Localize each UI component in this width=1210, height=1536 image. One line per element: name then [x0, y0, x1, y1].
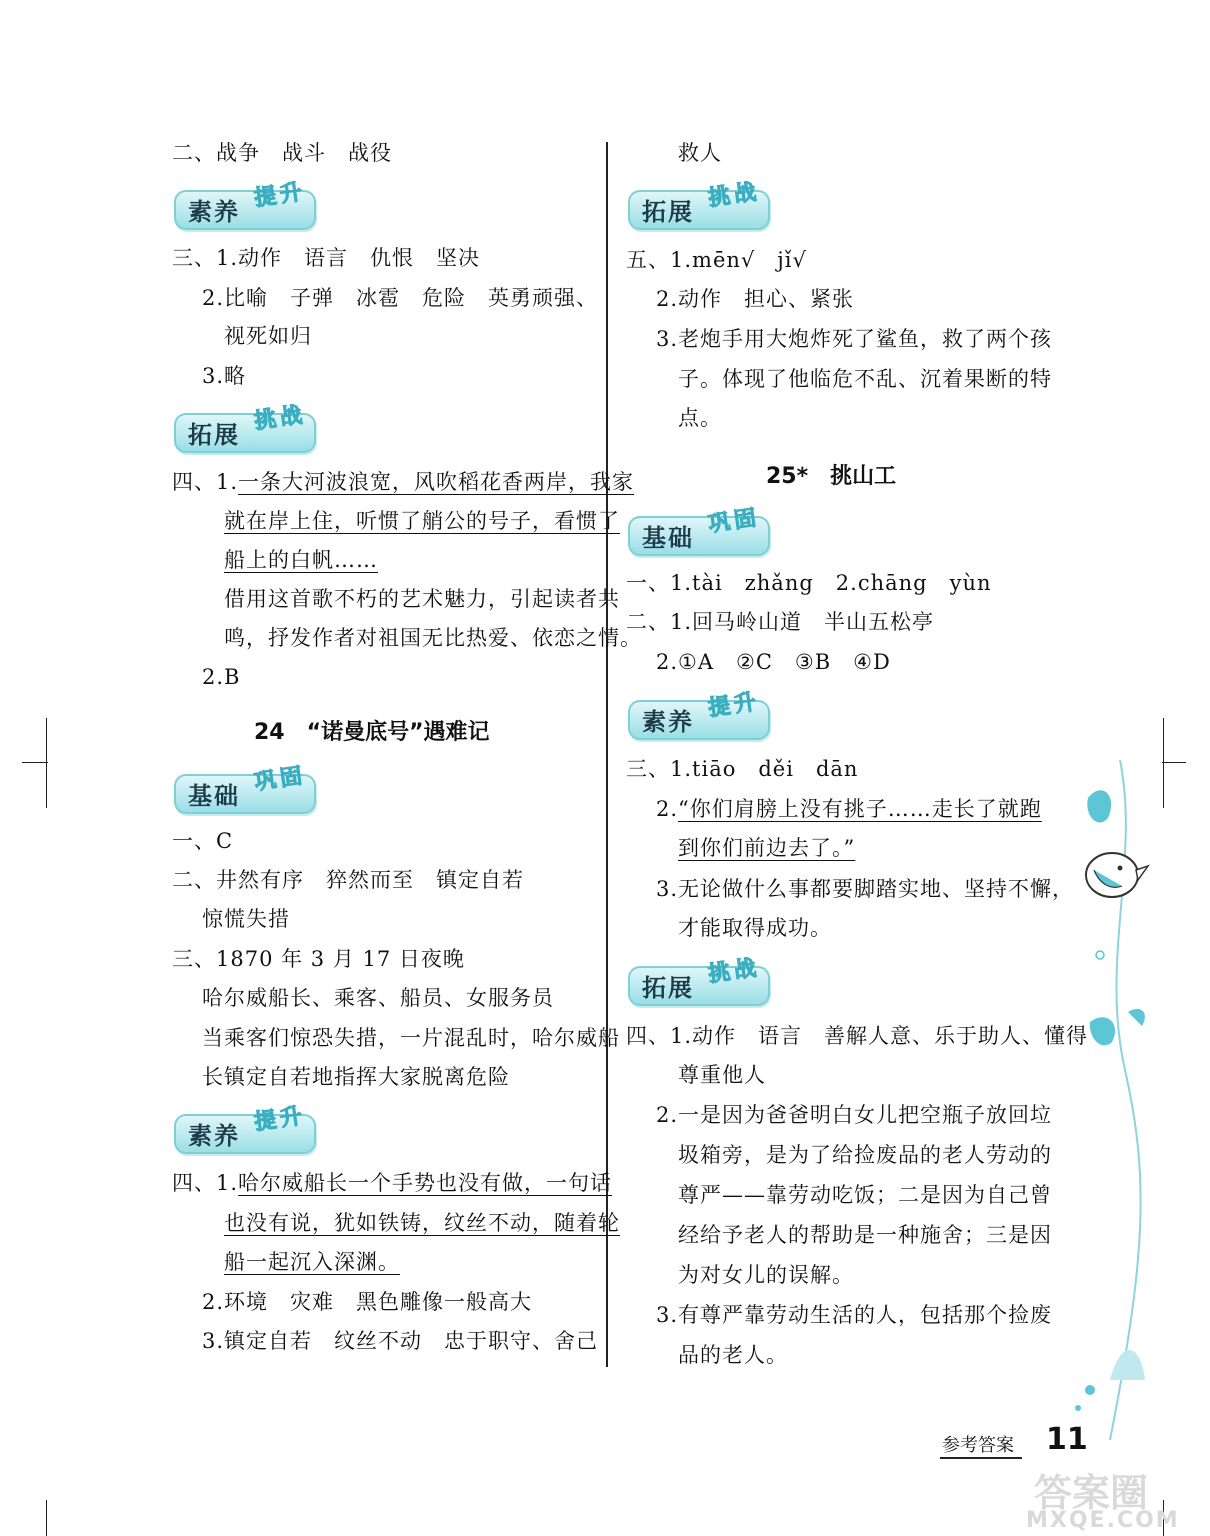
badge-label: 素养 — [642, 708, 694, 736]
section-badge-jichu — [628, 506, 768, 556]
answer-prefix: 四、1. — [172, 470, 239, 494]
answer-line: 2.环境 灾难 黑色雕像一般高大 — [202, 1290, 533, 1314]
badge-label: 拓展 — [642, 198, 694, 226]
leaf-icon — [1090, 1017, 1115, 1045]
crop-mark — [46, 1500, 47, 1536]
answer-line: 3.镇定自若 纹丝不动 忠于职守、舍己 — [202, 1329, 599, 1353]
answer-line: 子。体现了他临危不乱、沉着果断的特 — [678, 367, 1052, 391]
answer-line: 一、C — [172, 829, 234, 853]
answer-line: 3.无论做什么事都要脚踏实地、坚持不懈， — [656, 877, 1075, 901]
answer-line: 哈尔威船长、乘客、船员、女服务员 — [202, 986, 554, 1010]
watermark-logo: 答案圈 — [1034, 1471, 1149, 1515]
badge-accent: 提升 — [252, 1103, 308, 1136]
answer-line: 三、1870 年 3 月 17 日夜晚 — [172, 947, 465, 971]
footer-label: 参考答案 — [942, 1435, 1014, 1456]
answer-line: 二、1.回马岭山道 半山五松亭 — [626, 610, 935, 634]
answer-line: 3.略 — [202, 364, 247, 388]
answer-line: 经给予老人的帮助是一种施舍；三是因 — [678, 1223, 1052, 1247]
answer-line: 三、1.动作 语言 仇恨 坚决 — [172, 246, 481, 270]
leaf-icon — [1128, 1009, 1145, 1026]
answer-prefix: 2. — [656, 797, 679, 821]
answer-line: 2.B — [202, 665, 241, 689]
badge-accent: 提升 — [252, 179, 308, 212]
answer-line: 尊严——靠劳动吃饭；二是因为自己曾 — [678, 1183, 1052, 1207]
answer-line: 2.比喻 子弹 冰雹 危险 英勇顽强、 — [202, 286, 599, 310]
answer-line: 2.①A ②C ③B ④D — [656, 650, 891, 674]
badge-accent: 提升 — [706, 689, 762, 722]
quote-underlined: 一条大河波浪宽，风吹稻花香两岸，我家 — [238, 470, 635, 494]
bird-icon — [1086, 853, 1148, 897]
answer-line: 点。 — [678, 406, 722, 430]
section-badge-jichu — [174, 764, 314, 814]
section-badge-tuozhan — [628, 180, 768, 230]
badge-accent: 挑战 — [706, 955, 762, 988]
section-badge-tuozhan — [174, 403, 314, 453]
answer-line: 尊重他人 — [678, 1063, 766, 1087]
badge-label: 拓展 — [188, 421, 240, 449]
section-badge-suyang — [174, 1104, 314, 1154]
answer-line — [172, 467, 634, 497]
answer-line: 四、1.动作 语言 善解人意、乐于助人、懂得 — [626, 1024, 1089, 1048]
badge-label: 基础 — [642, 524, 694, 552]
quote-underlined: 船一起沉入深渊。 — [224, 1250, 400, 1274]
answer-line: 2.一是因为爸爸明白女儿把空瓶子放回垃 — [656, 1103, 1053, 1127]
answer-line: 3.老炮手用大炮炸死了鲨鱼，救了两个孩 — [656, 327, 1053, 351]
watermark-url: MXQE.COM — [1026, 1508, 1180, 1533]
answer-line: 2.动作 担心、紧张 — [656, 287, 855, 311]
badge-accent: 巩固 — [706, 505, 762, 538]
quote-underlined: “你们肩膀上没有挑子……走长了就跑 — [678, 797, 1042, 821]
page-number: 11 — [1046, 1422, 1088, 1457]
leaf-icon — [1087, 790, 1111, 822]
badge-label: 拓展 — [642, 974, 694, 1002]
answer-line — [656, 794, 1042, 824]
answer-line: 长镇定自若地指挥大家脱离危险 — [202, 1065, 510, 1089]
answer-line: 惊慌失措 — [202, 907, 290, 931]
answer-line: 当乘客们惊恐失措，一片混乱时，哈尔威船 — [202, 1026, 620, 1050]
quote-underlined: 就在岸上住，听惯了艄公的号子，看惯了 — [224, 509, 620, 533]
answer-line: 视死如归 — [224, 324, 312, 348]
section-badge-suyang — [628, 690, 768, 740]
answer-line: 鸣，抒发作者对祖国无比热爱、依恋之情。 — [224, 626, 642, 650]
section-badge-suyang — [174, 180, 314, 230]
answer-line: 品的老人。 — [678, 1343, 788, 1367]
answer-line — [172, 1168, 612, 1198]
crop-mark — [46, 718, 47, 808]
badge-accent: 巩固 — [252, 763, 308, 796]
answer-line: 救人 — [678, 141, 722, 165]
footer-rule — [940, 1457, 1022, 1459]
answer-line: 二、战争 战斗 战役 — [172, 141, 392, 165]
answer-line: 圾箱旁，是为了给捡废品的老人劳动的 — [678, 1143, 1052, 1167]
quote-underlined: 也没有说，犹如铁铸，纹丝不动，随着轮 — [224, 1211, 620, 1235]
badge-label: 素养 — [188, 1122, 240, 1150]
crop-mark — [22, 762, 48, 763]
lesson-title: 25* 挑山工 — [766, 464, 897, 489]
answer-line: 三、1.tiāo děi dān — [626, 757, 859, 781]
answer-prefix: 四、1. — [172, 1171, 239, 1195]
badge-accent: 挑战 — [706, 179, 762, 212]
answer-line: 一、1.tài zhǎng 2.chāng yùn — [626, 571, 992, 595]
answer-line: 3.有尊严靠劳动生活的人，包括那个捡废 — [656, 1303, 1053, 1327]
answer-line: 才能取得成功。 — [678, 916, 832, 940]
quote-underlined: 哈尔威船长一个手势也没有做，一句话 — [238, 1171, 613, 1195]
answer-line: 借用这首歌不朽的艺术魅力，引起读者共 — [224, 587, 620, 611]
answer-line: 二、井然有序 猝然而至 镇定自若 — [172, 868, 524, 892]
vine-bird-decoration — [1050, 740, 1200, 1460]
lesson-title: 24 “诺曼底号”遇难记 — [254, 720, 490, 745]
answer-line: 为对女儿的误解。 — [678, 1263, 854, 1287]
badge-label: 素养 — [188, 198, 240, 226]
section-badge-tuozhan — [628, 956, 768, 1006]
answer-line: 五、1.mēn√ jǐ√ — [626, 248, 807, 272]
quote-underlined: 到你们前边去了。” — [678, 836, 856, 860]
badge-accent: 挑战 — [252, 402, 308, 435]
quote-underlined: 船上的白帆…… — [224, 548, 378, 572]
badge-label: 基础 — [188, 782, 240, 810]
